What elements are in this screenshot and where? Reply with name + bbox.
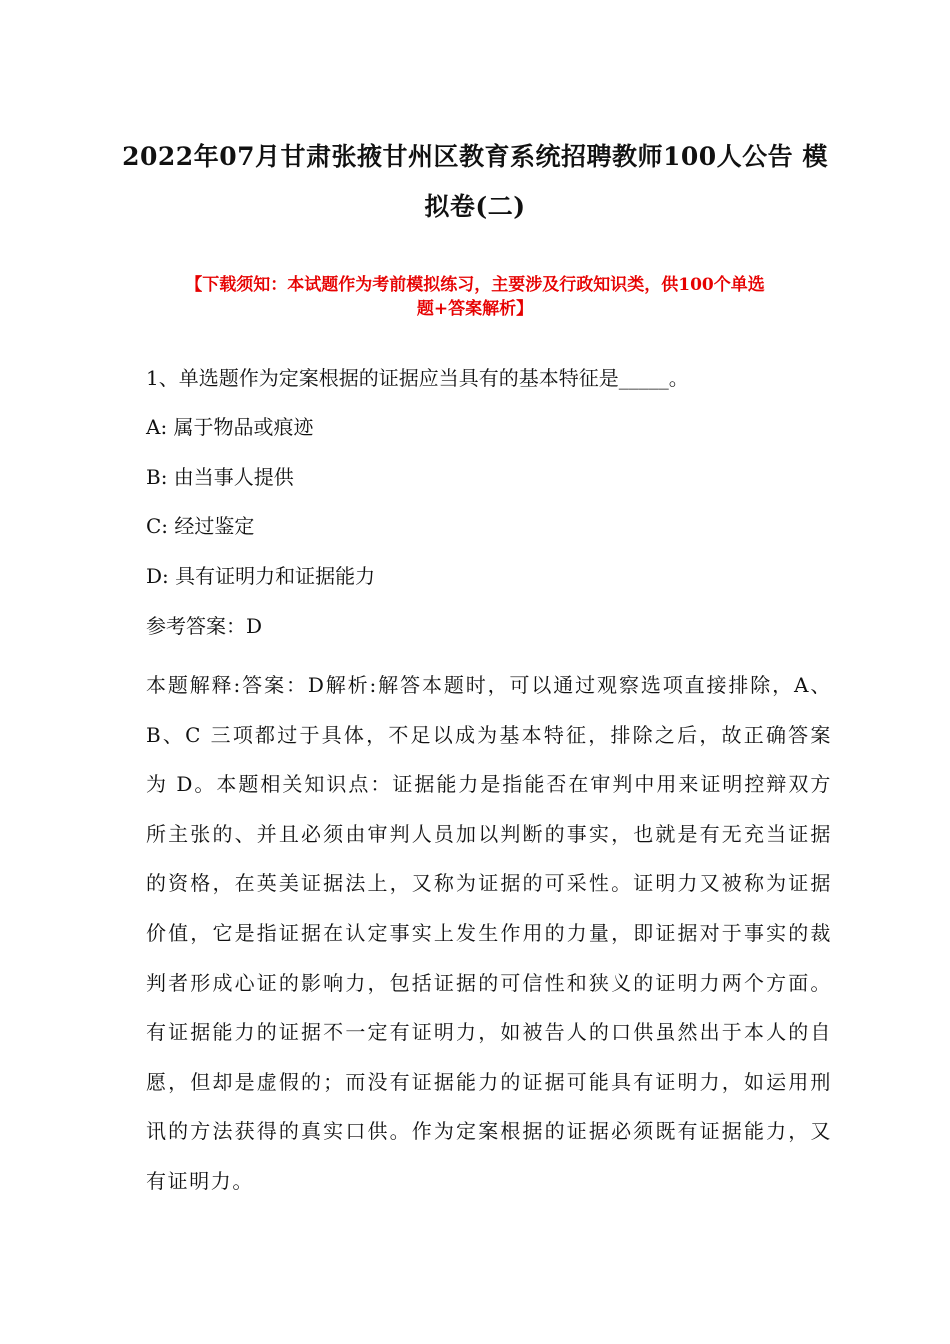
download-notice xyxy=(140,273,810,321)
option-label: D: xyxy=(146,564,169,588)
option-label: A: xyxy=(146,415,168,439)
option-label: C: xyxy=(146,514,169,538)
option-text: 具有证明力和证据能力 xyxy=(175,564,376,588)
notice-line-2: 题+答案解析】 xyxy=(416,299,534,319)
question-stem: 1、单选题作为定案根据的证据应当具有的基本特征是_____。 xyxy=(146,366,689,390)
option-c xyxy=(146,512,836,540)
title-line-1: 2022年07月甘肃张掖甘州区教育系统招聘教师100人公告 模 xyxy=(122,142,828,171)
option-label: B: xyxy=(146,465,168,489)
answer-value: D xyxy=(246,614,263,638)
option-d xyxy=(146,562,836,590)
notice-line-1: 【下载须知：本试题作为考前模拟练习，主要涉及行政知识类，供100个单选 xyxy=(185,275,765,295)
option-b xyxy=(146,463,836,491)
option-text: 由当事人提供 xyxy=(173,465,294,489)
document-title xyxy=(110,132,840,232)
option-text: 经过鉴定 xyxy=(174,514,255,538)
option-a xyxy=(146,413,836,441)
answer-explanation: 本题解释:答案：D解析:解答本题时，可以通过观察选项直接排除，A、B、C 三项都过于具体，不足以成为基本特征，排除之后，故正确答案为 D。本题相关知识点：证据能力是指能否在审判中用来证明控辩双方所主张的、并且必须由审判人员加以判断的事实，也就是有无充当证据的资格，在英美证据法上，又称为证据的可采性。证明力又被称为证据价值，它是指证据在认定事实上发生作用的力量，即证据对于事实的裁判者形成心证的影响力，包括证据的可信性和狭义的证明力两个方面。有证据能力的证据不一定有证明力，如被告人的口供虽然出于本人的自愿，但却是虚假的；而没有证据能力的证据可能具有证明力，如运用刑讯的方法获得的真实口供。作为定案根据的证据必须既有证据能力，又有证明力。 xyxy=(146,673,832,1193)
option-text: 属于物品或痕迹 xyxy=(173,415,314,439)
reference-answer xyxy=(146,612,836,640)
answer-label: 参考答案： xyxy=(146,614,246,638)
title-line-2: 拟卷(二) xyxy=(424,192,526,221)
